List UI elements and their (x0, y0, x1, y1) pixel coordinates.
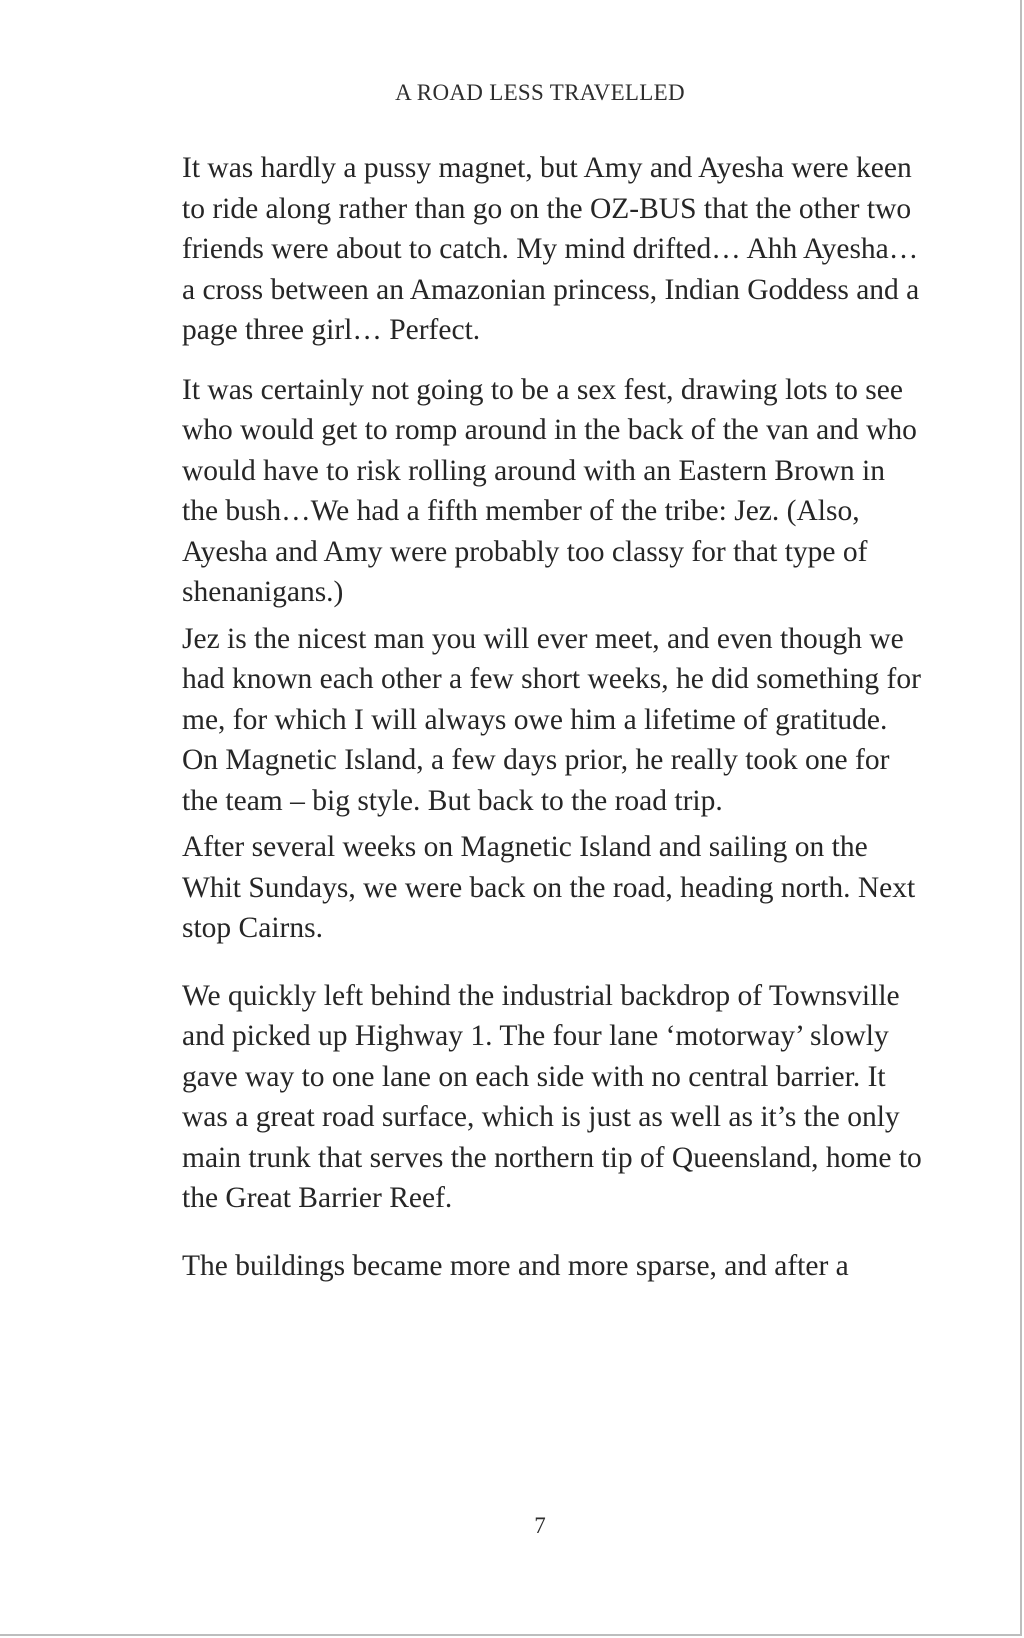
body-text (182, 148, 922, 1286)
running-head: A ROAD LESS TRAVELLED (395, 80, 685, 105)
page-number: 7 (534, 1513, 546, 1538)
paragraph: We quickly left behind the industrial backdrop of Townsville and picked up Highway 1. The four lane ‘motorway’ slowly gave way to one lane on each side with no central barrier. It was a great road surface, which is just as well as it’s the only main trunk that serves the northern tip of Queensland, home to the Great Barrier Reef. (182, 979, 922, 1214)
paragraph: Jez is the nicest man you will ever meet, and even though we had known each other a few short weeks, he did something for me, for which I will always owe him a lifetime of gratitude. On Magnetic Island, a few days prior, he really took one for the team – big style. But back to the road trip. (182, 622, 921, 817)
paragraph: The buildings became more and more sparse, and after a (182, 1249, 849, 1282)
paragraph: After several weeks on Magnetic Island and sailing on the Whit Sundays, we were back on the road, heading north. Next stop Cairns. (182, 831, 916, 944)
paragraph: It was certainly not going to be a sex fest, drawing lots to see who would get to romp around in the back of the van and who would have to risk rolling around with an Eastern Brown in the bush…We had a fifth member of the tribe: Jez. (Also, Ayesha and Amy were probably too classy for that type of shenanigans.) (182, 373, 917, 608)
paragraph: It was hardly a pussy magnet, but Amy and Ayesha were keen to ride along rather than go on the OZ-BUS that the other two friends were about to catch. My mind drifted… Ahh Ayesha… a cross between an Amazonian princess, Indian Goddess and a page three girl… Perfect. (182, 152, 920, 346)
